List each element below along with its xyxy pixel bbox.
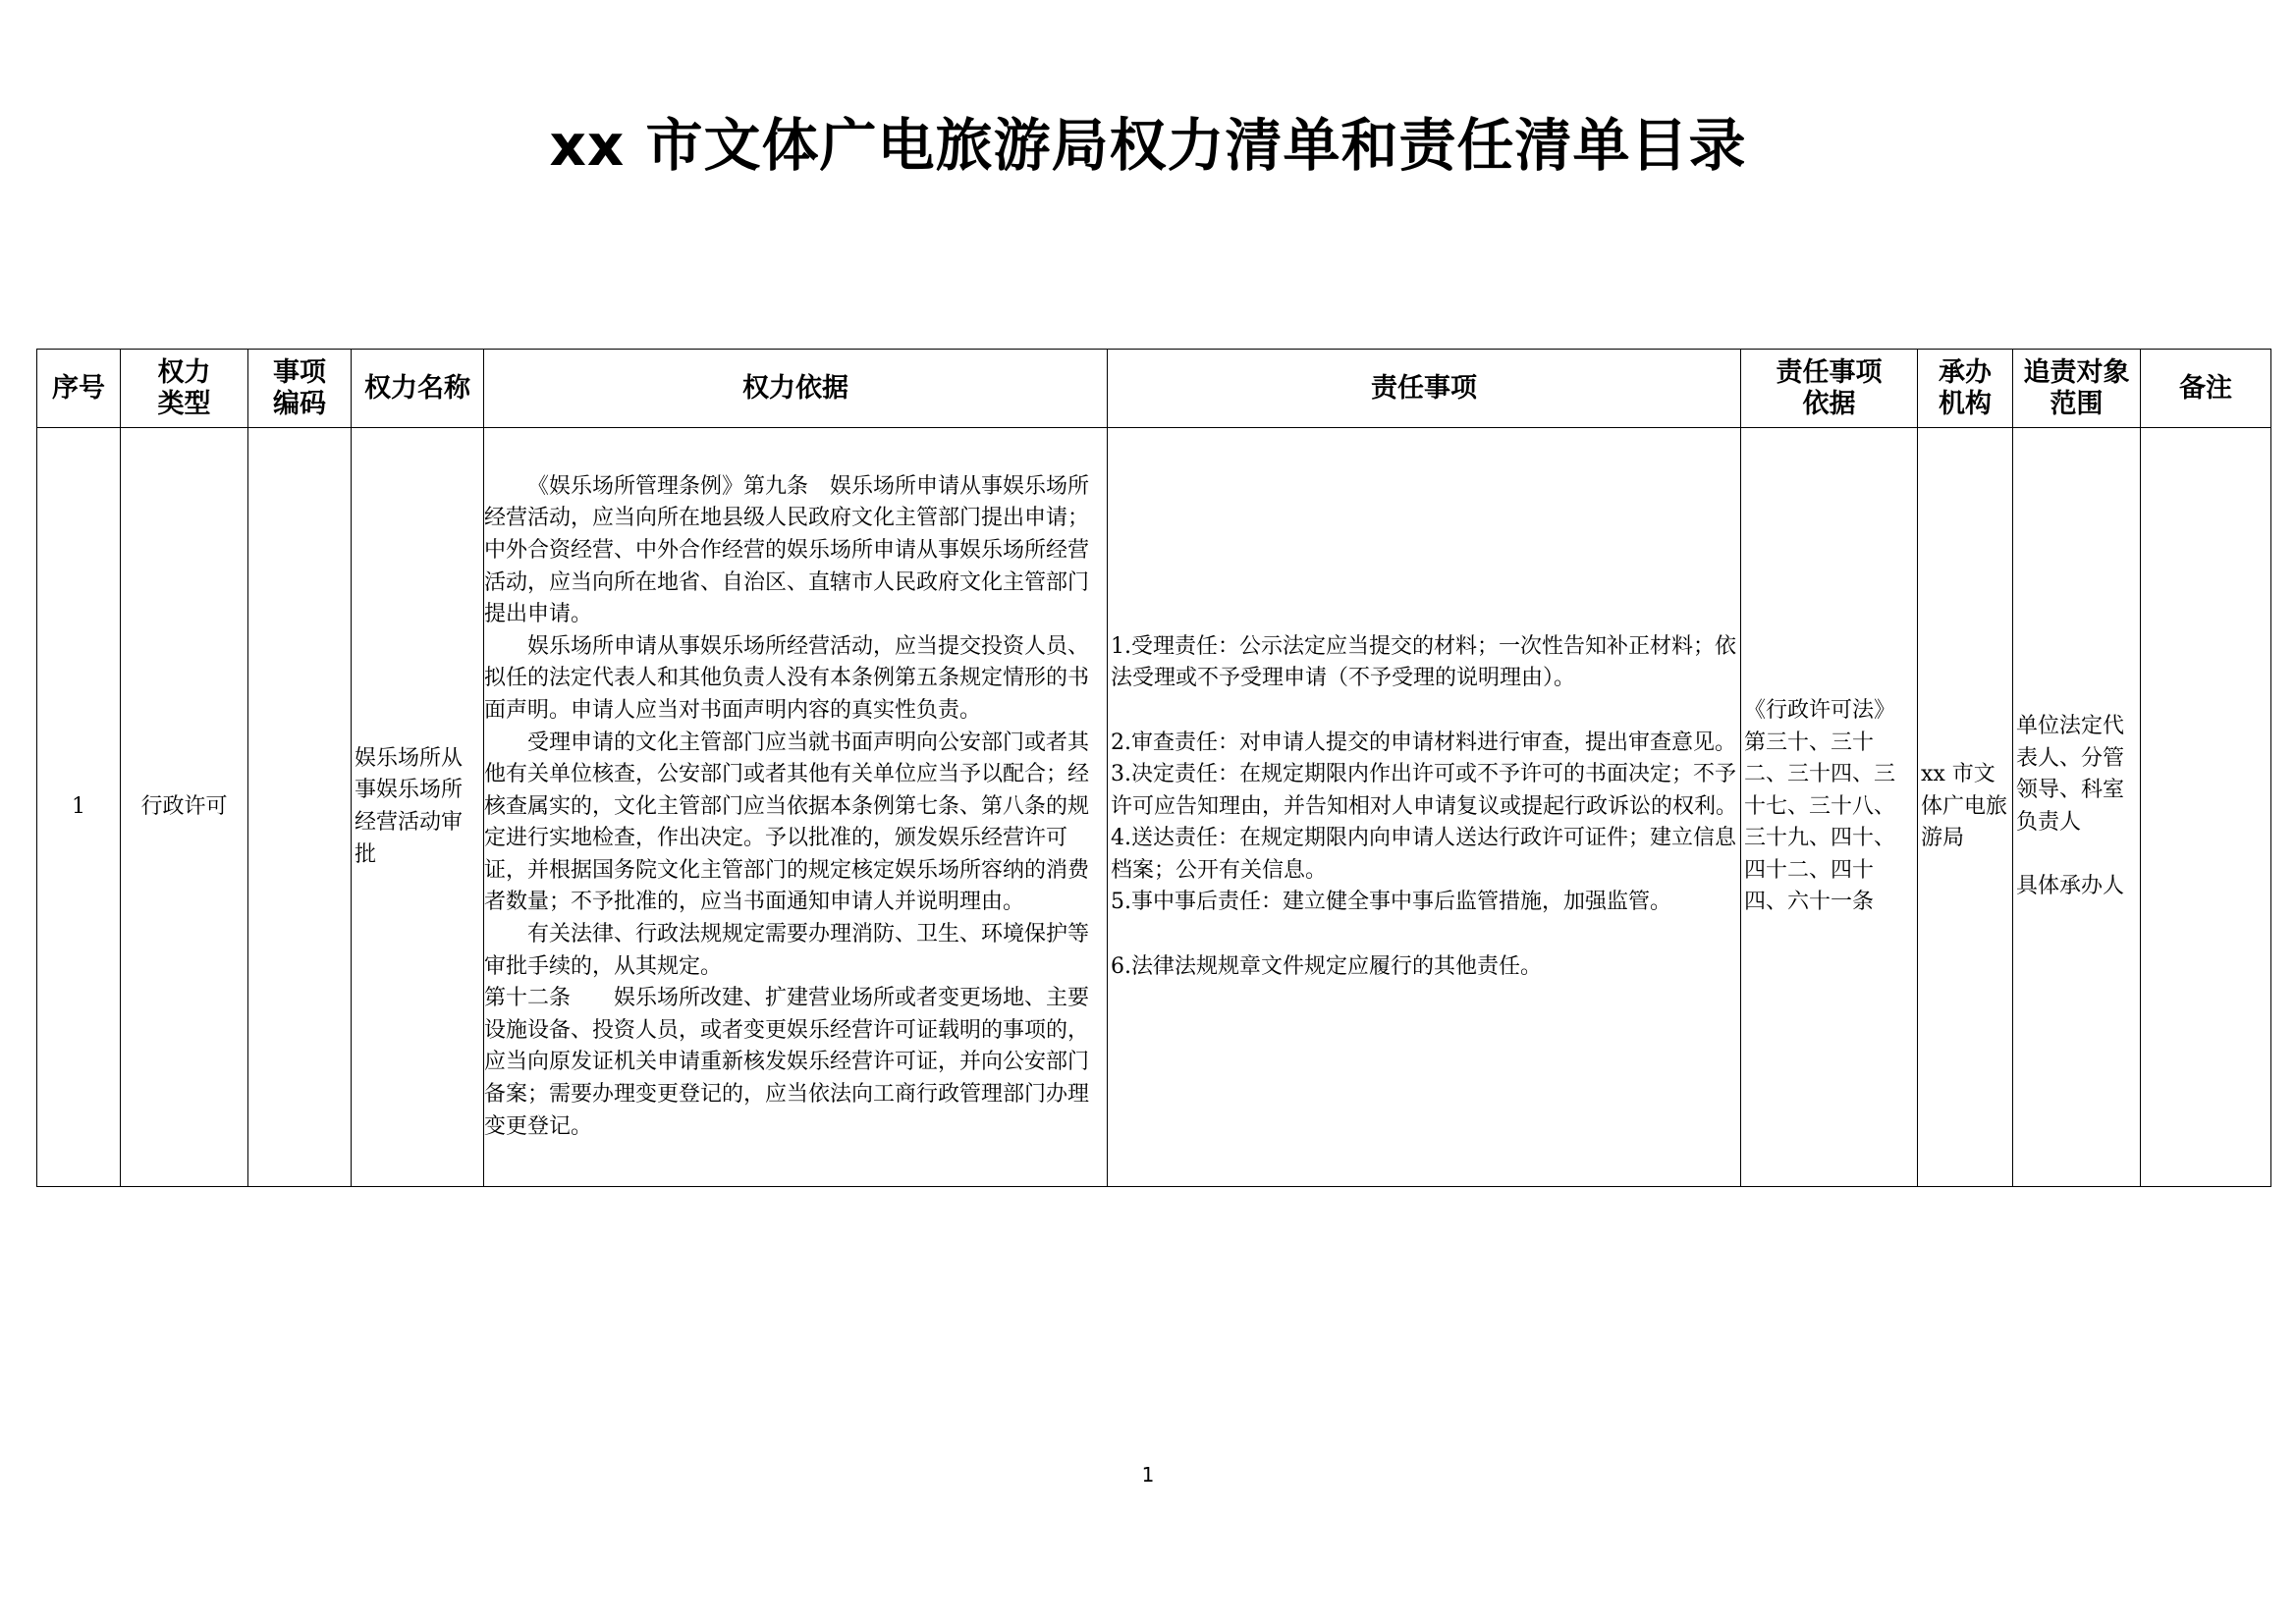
- cell-resp-basis: [1741, 428, 1918, 1187]
- accountability-handler: 具体承办人: [2016, 874, 2125, 899]
- responsibility-item: 4.送达责任：在规定期限内向申请人送达行政许可证件；建立信息档案；公开有关信息。: [1111, 826, 1736, 883]
- header-handling-org: 承办 机构: [1918, 350, 2013, 428]
- accountability-leaders: 单位法定代表人、分管领导、科室负责人: [2016, 714, 2125, 835]
- basis-paragraph: 娱乐场所申请从事娱乐场所经营活动，应当提交投资人员、拟任的法定代表人和其他负责人没有本条例第五条规定情形的书面声明。申请人应当对书面声明内容的真实性负责。: [484, 633, 1090, 723]
- table-row: [37, 428, 2271, 1187]
- basis-paragraph: 受理申请的文化主管部门应当就书面声明向公安部门或者其他有关单位核查，公安部门或者其他有关单位应当予以配合；经核查属实的，文化主管部门应当依据本条例第七条、第八条的规定进行实地检查，作出决定。予以批准的，颁发娱乐经营许可证，并根据国务院文化主管部门的规定核定娱乐场所容纳的消费者数量；不予批准的，应当书面通知申请人并说明理由。: [484, 730, 1090, 915]
- header-responsibility: 责任事项: [1108, 350, 1741, 428]
- header-remarks: 备注: [2141, 350, 2271, 428]
- header-power-type: 权力 类型: [121, 350, 248, 428]
- cell-power-basis: [484, 428, 1108, 1187]
- responsibility-item: 2.审查责任：对申请人提交的申请材料进行审查，提出审查意见。: [1111, 730, 1736, 755]
- power-responsibility-table: [36, 349, 2271, 1187]
- responsibility-item: 5.事中事后责任：建立健全事中事后监管措施，加强监管。: [1111, 890, 1671, 915]
- header-resp-basis: 责任事项 依据: [1741, 350, 1918, 428]
- cell-responsibility: [1108, 428, 1741, 1187]
- header-item-code: 事项 编码: [248, 350, 352, 428]
- cell-handling-org: [1918, 428, 2013, 1187]
- cell-accountability: [2013, 428, 2141, 1187]
- page-number: 1: [1141, 1463, 1155, 1487]
- basis-paragraph: 第十二条 娱乐场所改建、扩建营业场所或者变更场地、主要设施设备、投资人员，或者变更娱乐经营许可证载明的事项的，应当向原发证机关申请重新核发娱乐经营许可证，并向公安部门备案；需要办理变更登记的，应当依法向工商行政管理部门办理变更登记。: [484, 986, 1090, 1139]
- cell-remarks: [2141, 428, 2271, 1187]
- handling-org-text: xx 市文体广电旅游局: [1921, 762, 2008, 851]
- table-header-row: [37, 350, 2271, 428]
- basis-paragraph: 有关法律、行政法规规定需要办理消防、卫生、环境保护等审批手续的，从其规定。: [484, 922, 1090, 979]
- basis-paragraph: 《娱乐场所管理条例》第九条 娱乐场所申请从事娱乐场所经营活动，应当向所在地县级人民政府文化主管部门提出申请；中外合资经营、中外合作经营的娱乐场所申请从事娱乐场所经营活动，应当向所在地省、自治区、直辖市人民政府文化主管部门提出申请。: [484, 473, 1090, 627]
- header-power-basis: 权力依据: [484, 350, 1108, 428]
- cell-seq: 1: [37, 428, 121, 1187]
- responsibility-item: 3.决定责任：在规定期限内作出许可或不予许可的书面决定；不予许可应告知理由，并告知相对人申请复议或提起行政诉讼的权利。: [1111, 762, 1738, 819]
- document-title: xx 市文体广电旅游局权力清单和责任清单目录: [549, 112, 1747, 179]
- cell-item-code: [248, 428, 352, 1187]
- responsibility-item: 6.法律法规规章文件规定应履行的其他责任。: [1111, 953, 1542, 979]
- header-power-name: 权力名称: [352, 350, 484, 428]
- responsibility-item: 1.受理责任：公示法定应当提交的材料；一次性告知补正材料；依法受理或不予受理申请（不予受理的说明理由）。: [1111, 633, 1736, 691]
- resp-basis-text: 《行政许可法》第三十、三十二、三十四、三十七、三十八、三十九、四十、四十二、四十四、六十一条: [1744, 697, 1896, 915]
- power-name-text: 娱乐场所从事娱乐场所经营活动审批: [355, 745, 464, 867]
- cell-power-type: 行政许可: [121, 428, 248, 1187]
- cell-power-name: [352, 428, 484, 1187]
- header-seq: 序号: [37, 350, 121, 428]
- header-accountability: 追责对象 范围: [2013, 350, 2141, 428]
